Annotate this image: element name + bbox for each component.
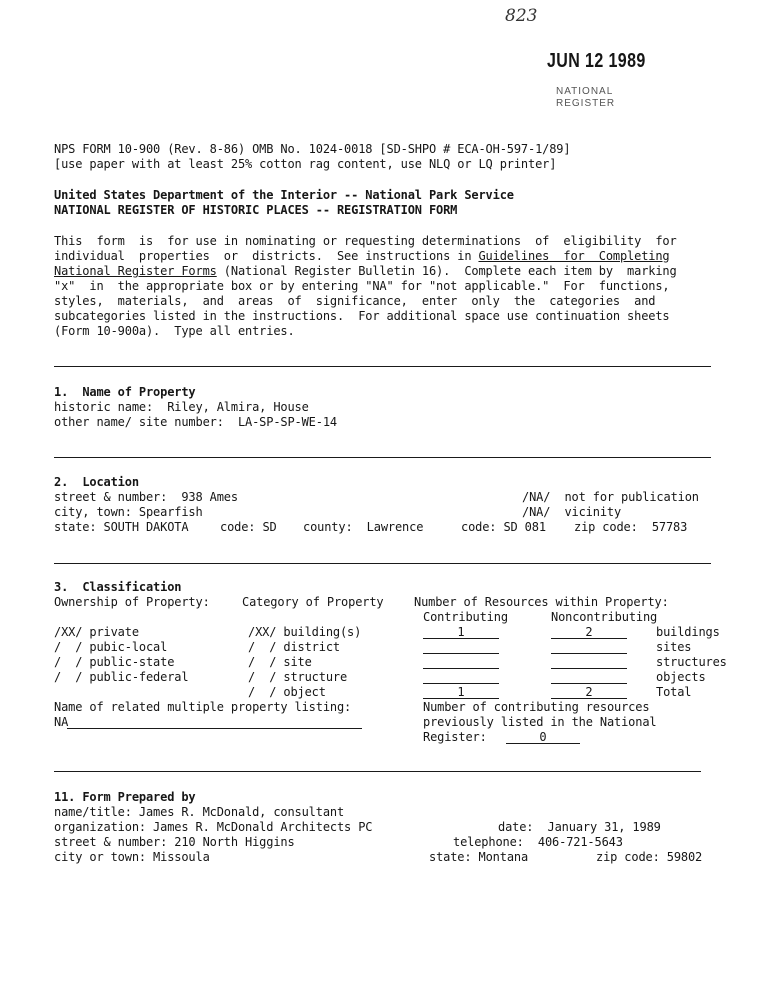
section-1-heading — [54, 385, 196, 400]
section-2-heading — [54, 475, 139, 490]
noncontributing-count: 2 — [585, 625, 593, 639]
resource-type-label: sites — [656, 640, 692, 654]
section-11-heading — [54, 790, 196, 805]
form-title: NATIONAL REGISTER OF HISTORIC PLACES -- REGISTRATION FORM — [54, 203, 458, 217]
instructions-text: individual properties or districts. See instructions in — [54, 249, 479, 263]
instructions-line-1: This form is for use in nominating or requesting determinations of eligibility for — [54, 234, 677, 248]
handwritten-number: 823 — [505, 6, 538, 26]
blank-line — [551, 638, 627, 639]
instructions-line-2 — [54, 249, 670, 264]
blank-line — [423, 668, 499, 669]
contributing-header: Contributing — [423, 610, 508, 624]
section-number: 11. — [54, 790, 76, 804]
stamp-line-2: REGISTER — [556, 98, 616, 109]
section-divider — [54, 563, 711, 564]
section-3-heading — [54, 580, 181, 595]
noncontributing-header: Noncontributing — [551, 610, 658, 624]
received-date-stamp: JUN 12 1989 — [547, 50, 646, 72]
not-for-publication: /NA/ not for publication — [522, 490, 699, 504]
category-district: / / district — [248, 640, 340, 654]
county-code-field: code: SD 081 — [461, 520, 546, 534]
state-field: state: Montana — [429, 850, 529, 864]
section-title: Form Prepared by — [82, 790, 196, 804]
related-listing-value: NA — [54, 715, 69, 729]
section-number: 1. — [54, 385, 69, 399]
blank-line — [423, 698, 499, 699]
paper-instruction-line: [use paper with at least 25% cotton rag content, use NLQ or LQ printer] — [54, 157, 557, 171]
blank-line — [423, 638, 499, 639]
telephone-field: telephone: 406-721-5643 — [453, 835, 623, 849]
state-code-field: code: SD — [220, 520, 277, 534]
blank-line — [551, 653, 627, 654]
date-field: date: January 31, 1989 — [498, 820, 661, 834]
section-title: Name of Property — [82, 385, 196, 399]
instructions-line-5: styles, materials, and areas of significance, enter only the categories and — [54, 294, 656, 308]
name-title-field: name/title: James R. McDonald, consultant — [54, 805, 345, 819]
guidelines-link-cont: National Register Forms — [54, 264, 217, 278]
previously-listed-count: 0 — [539, 730, 547, 744]
stamp-line-1: NATIONAL — [556, 86, 614, 97]
city-field: city or town: Missoula — [54, 850, 210, 864]
contributing-count: 1 — [457, 685, 465, 699]
resource-type-label: objects — [656, 670, 706, 684]
state-field: state: SOUTH DAKOTA — [54, 520, 189, 534]
previously-listed-line-2: previously listed in the National — [423, 715, 657, 729]
category-building: /XX/ building(s) — [248, 625, 362, 639]
historic-name-field: historic name: Riley, Almira, House — [54, 400, 309, 414]
blank-line — [551, 683, 627, 684]
section-divider — [54, 771, 701, 772]
resource-type-label: Total — [656, 685, 692, 699]
zip-field: zip code: 59802 — [596, 850, 703, 864]
ownership-private: /XX/ private — [54, 625, 139, 639]
ownership-public-local: / / pubic-local — [54, 640, 168, 654]
blank-line — [506, 743, 580, 744]
section-divider — [54, 366, 711, 367]
zip-field: zip code: 57783 — [574, 520, 688, 534]
blank-line — [423, 653, 499, 654]
resource-type-label: structures — [656, 655, 727, 669]
other-name-field: other name/ site number: LA-SP-SP-WE-14 — [54, 415, 337, 429]
organization-field: organization: James R. McDonald Architects PC — [54, 820, 373, 834]
guidelines-link: Guidelines for Completing — [478, 249, 670, 263]
instructions-line-6: subcategories listed in the instructions. For additional space use continuation sheets — [54, 309, 670, 323]
instructions-line-3 — [54, 264, 677, 279]
contributing-count: 1 — [457, 625, 465, 639]
ownership-public-state: / / public-state — [54, 655, 175, 669]
blank-line — [67, 728, 362, 729]
blank-line — [551, 668, 627, 669]
city-field: city, town: Spearfish — [54, 505, 203, 519]
noncontributing-count: 2 — [585, 685, 593, 699]
vicinity-field: /NA/ vicinity — [522, 505, 622, 519]
previously-listed-line-1: Number of contributing resources — [423, 700, 650, 714]
ownership-public-federal: / / public-federal — [54, 670, 189, 684]
category-label: Category of Property — [242, 595, 384, 609]
blank-line — [551, 698, 627, 699]
form-number-line: NPS FORM 10-900 (Rev. 8-86) OMB No. 1024-0018 [SD-SHPO # ECA-OH-597-1/89] — [54, 142, 571, 156]
instructions-text: (National Register Bulletin 16). Complete each item by marking — [216, 264, 677, 278]
ownership-label: Ownership of Property: — [54, 595, 210, 609]
category-object: / / object — [248, 685, 326, 699]
section-title: Classification — [82, 580, 182, 594]
section-title: Location — [82, 475, 139, 489]
street-field: street & number: 938 Ames — [54, 490, 238, 504]
resource-type-label: buildings — [656, 625, 720, 639]
street-field: street & number: 210 North Higgins — [54, 835, 295, 849]
section-number: 2. — [54, 475, 69, 489]
agency-line: United States Department of the Interior -- National Park Service — [54, 188, 514, 202]
previously-listed-label: Register: — [423, 730, 487, 744]
section-number: 3. — [54, 580, 69, 594]
category-site: / / site — [248, 655, 312, 669]
county-field: county: Lawrence — [303, 520, 424, 534]
related-listing-label: Name of related multiple property listing: — [54, 700, 352, 714]
instructions-line-7: (Form 10-900a). Type all entries. — [54, 324, 295, 338]
section-divider — [54, 457, 711, 458]
blank-line — [423, 683, 499, 684]
resources-label: Number of Resources within Property: — [414, 595, 669, 609]
category-structure: / / structure — [248, 670, 348, 684]
instructions-line-4: "x" in the appropriate box or by entering "NA" for "not applicable." For functions, — [54, 279, 670, 293]
